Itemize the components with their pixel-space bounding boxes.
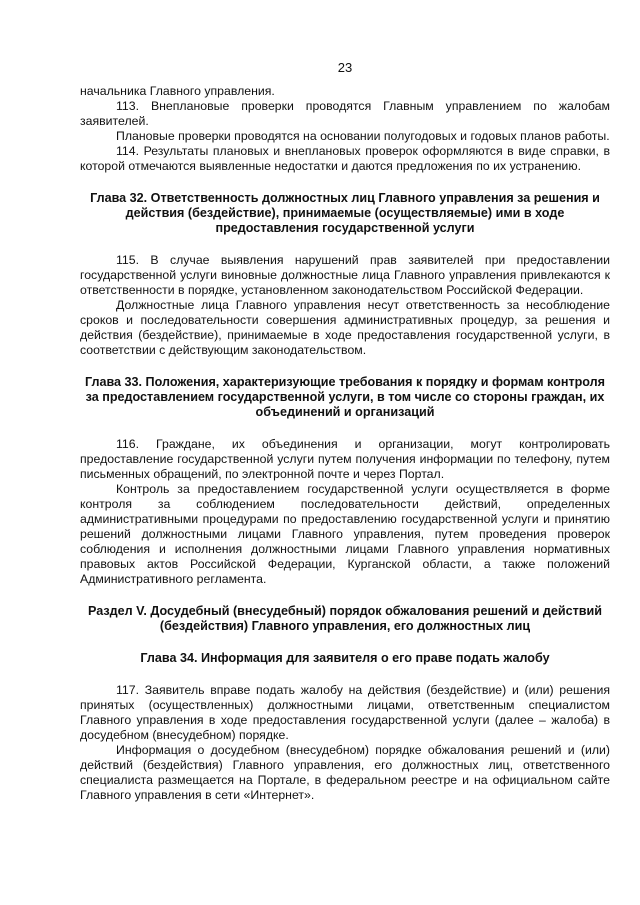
paragraph-control-form: Контроль за предоставлением государственной услуги осуществляется в форме контроля за соблюдением последовательности действий, определенных административными процедурами по предоставлению государственной услуги и принятию решений должностными лицами Главного управления, путем проведения проверок соблюдения и исполнения должностными лицами Главного управления нормативных правовых актов Российской Федерации, Курганской области, а также положений Административного регламента. [80, 482, 610, 586]
paragraph-115: 115. В случае выявления нарушений прав заявителей при предоставлении государственной услуги виновные должностные лица Главного управления привлекаются к ответственности в порядке, установленном законодательством Российской Федерации. [80, 253, 610, 297]
paragraph-114: 114. Результаты плановых и внеплановых проверок оформляются в виде справки, в которой отмечаются выявленные недостатки и даются предложения по их устранению. [80, 144, 610, 173]
paragraph-officials-responsibility: Должностные лица Главного управления несут ответственность за несоблюдение сроков и последовательности совершения административных процедур, за решения и действия (бездействие), принимаемые в ходе предоставления государственной услуги, в соответствии с действующим законодательством. [80, 298, 610, 357]
page-number: 23 [337, 60, 353, 75]
paragraph-planned-checks: Плановые проверки проводятся на основании полугодовых и годовых планов работы. [116, 129, 610, 143]
paragraph-appeal-info: Информация о досудебном (внесудебном) порядке обжалования решений и (или) действий (бездействия) Главного управления, его должностных лиц, ответственного специалиста размещается на Портале, в федеральном реестре и на официальном сайте Главного управления в сети «Интернет». [80, 743, 610, 802]
paragraph-117: 117. Заявитель вправе подать жалобу на действия (бездействие) и (или) решения принятых (осуществленных) должностными лицами, ответственным специалистом Главного управления в ходе предоставления государственной услуги (далее – жалоба) в досудебном (внесудебном) порядке. [80, 683, 610, 742]
paragraph-113: 113. Внеплановые проверки проводятся Главным управлением по жалобам заявителей. [80, 99, 610, 128]
chapter-34-title: Глава 34. Информация для заявителя о его праве подать жалобу [140, 651, 550, 665]
chapter-32-title: Глава 32. Ответственность должностных лиц Главного управления за решения и действия (бездействие), принимаемые (осуществляемые) ими в ходе предоставления государственной услуги [90, 191, 600, 235]
paragraph-116: 116. Граждане, их объединения и организации, могут контролировать предоставление государственной услуги путем получения информации по телефону, путем письменных обращений, по электронной почте и через Портал. [80, 437, 610, 481]
paragraph: начальника Главного управления. [80, 84, 275, 98]
chapter-33-title: Глава 33. Положения, характеризующие требования к порядку и формам контроля за предоставлением государственной услуги, в том числе со стороны граждан, их объединений и организаций [84, 375, 606, 419]
section-5-title: Раздел V. Досудебный (внесудебный) порядок обжалования решений и действий (бездействия) Главного управления, его должностных лиц [88, 604, 602, 633]
